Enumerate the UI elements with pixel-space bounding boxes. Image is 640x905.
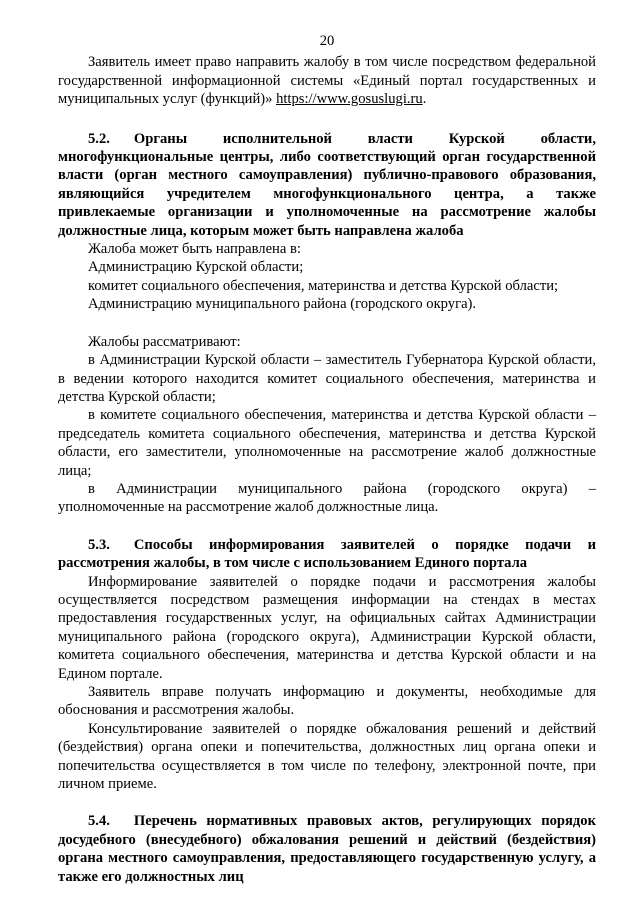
section-5-3-paragraph: Консультирование заявителей о порядке обжалования решений и действий (бездействия) органа опеки и попечительства, должностных лиц органа опеки и попечительства осуществляется в том числе по телефону, электронной почте, при личном приеме. — [58, 720, 596, 793]
section-5-2-title: Органы исполнительной власти Курской области, многофункциональные центры, либо соответствующий орган государственной власти (орган местного самоуправления) публично-правового образования, являющийся учредителем многофункционального центра, а также привлекаемые организации и уполномоченные на рассмотрение жалобы должностные лица, которым может быть направлена жалоба — [58, 130, 596, 239]
recipient-item: Администрацию муниципального района (городского округа). — [88, 296, 477, 313]
intro-text: Заявитель имеет право направить жалобу в том числе посредством федеральной государственной информационной системы «Единый портал государственных и муниципальных услуг (функций)» — [58, 54, 596, 108]
recipient-item: Администрацию Курской области; — [88, 259, 304, 276]
section-5-3-paragraph: Заявитель вправе получать информацию и документы, необходимые для обоснования и рассмотрения жалобы. — [58, 684, 596, 719]
spacer — [58, 517, 596, 536]
section-5-2-number: 5.2. — [88, 130, 110, 147]
reviewer-item: в Администрации Курской области – заместитель Губернатора Курской области, в ведении которого находится комитет социального обеспечения, материнства и детства Курской области; — [58, 352, 596, 405]
section-5-4-number: 5.4. — [88, 813, 110, 830]
spacer — [58, 793, 596, 812]
page-number: 20 — [319, 33, 335, 49]
section-5-3-paragraph: Информирование заявителей о порядке подачи и рассмотрения жалобы осуществляется посредством размещения информации на стендах в местах предоставления государственных услуг, на официальных сайтах Администрации муниципального района (городского округа), Администрации Курской области, комитета социального обеспечения, материнства и детства Курской области и на Едином портале. — [58, 573, 596, 682]
section-5-4-heading — [58, 812, 596, 886]
section-5-3-title: Способы информирования заявителей о порядке подачи и рассмотрения жалобы, в том числе с использованием Единого портала — [58, 536, 596, 572]
recipient-item: комитет социального обеспечения, материнства и детства Курской области; — [88, 277, 559, 294]
may-send-label: Жалоба может быть направлена в: — [88, 241, 301, 258]
reviewer-item: в Администрации муниципального района (городского округа) – уполномоченные на рассмотрение жалоб должностные лица. — [58, 480, 596, 516]
section-5-3-number: 5.3. — [88, 536, 110, 553]
section-5-2-heading — [58, 130, 596, 240]
intro-after: . — [422, 91, 427, 108]
gosuslugi-link[interactable]: https://www.gosuslugi.ru — [276, 91, 423, 108]
intro-paragraph — [58, 53, 596, 108]
section-5-3-heading — [58, 536, 596, 573]
reviewed-by-label: Жалобы рассматривают: — [88, 333, 241, 350]
document-page — [58, 32, 596, 886]
reviewer-item: в комитете социального обеспечения, материнства и детства Курской области – председатель комитета социального обеспечения, материнства и детства Курской области, его заместители, уполномоченные на рассмотрение жалоб должностные лица; — [58, 407, 596, 479]
section-5-4-title: Перечень нормативных правовых актов, регулирующих порядок досудебного (внесудебного) обжалования решений и действий (бездействия) органа местного самоуправления, предоставляющего государственную услугу, а также его должностных лиц — [58, 813, 596, 885]
spacer — [58, 314, 596, 333]
spacer — [58, 109, 596, 130]
